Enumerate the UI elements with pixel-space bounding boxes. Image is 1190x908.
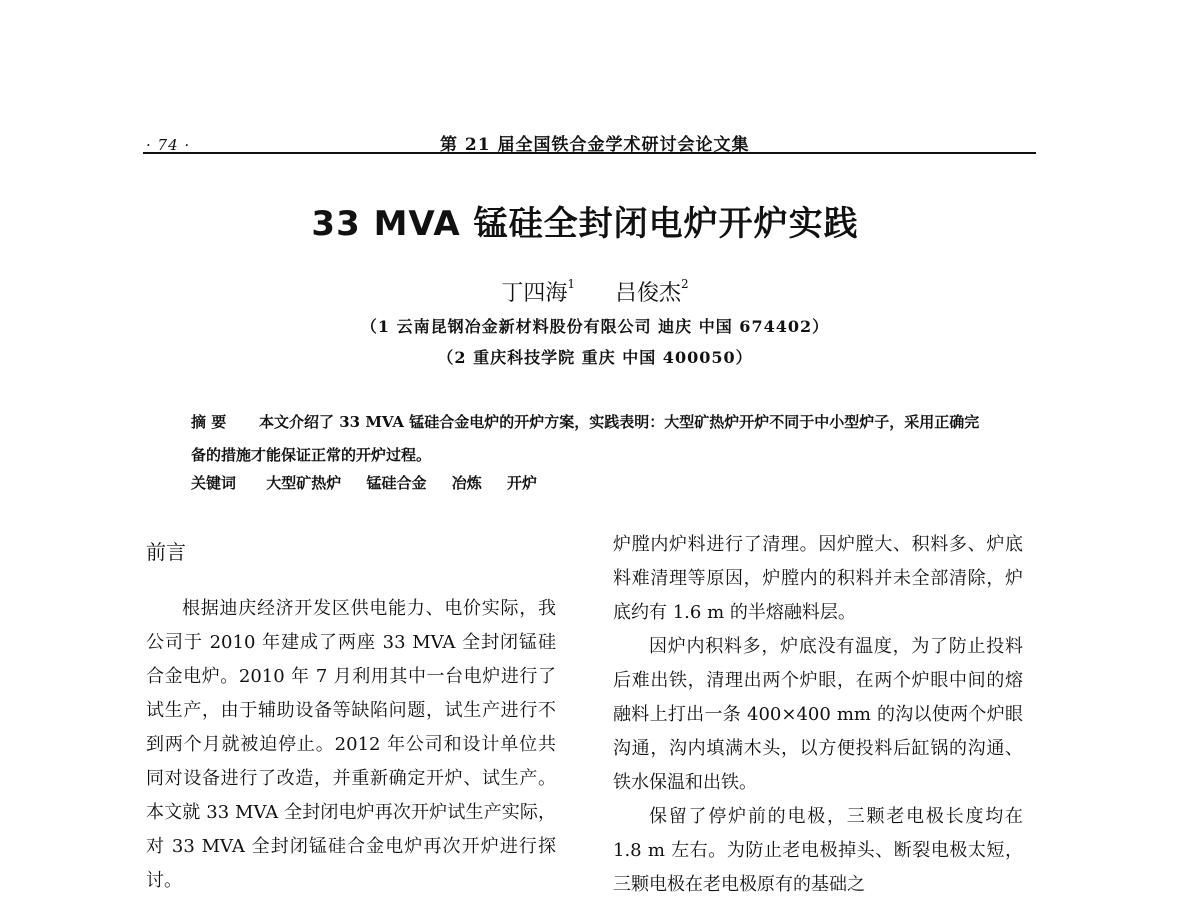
journal-title: 第 21 届全国铁合金学术研讨会论文集 — [440, 135, 750, 155]
left-column — [146, 592, 556, 898]
keyword: 锰硅合金 — [366, 474, 427, 492]
author-2-mark: 2 — [681, 276, 689, 291]
author-2: 吕俊杰 — [615, 281, 682, 306]
author-1-mark: 1 — [567, 276, 575, 291]
abstract-text: 本文介绍了 33 MVA 锰硅合金电炉的开炉方案，实践表明：大型矿热炉开炉不同于中小型炉子，采用正确完备的措施才能保证正常的开炉过程。 — [191, 413, 980, 464]
keyword: 大型矿热炉 — [266, 474, 342, 492]
body-paragraph: 根据迪庆经济开发区供电能力、电价实际，我公司于 2010 年建成了两座 33 MVA 全封闭锰硅合金电炉。2010 年 7 月利用其中一台电炉进行了试生产，由于辅助设备等缺陷问题，试生产进行不到两个月就被迫停止。2012 年公司和设计单位共同对设备进行了改造，并重新确定开炉、试生产。本文就 33 MVA 全封闭电炉再次开炉试生产实际，对 33 MVA 全封闭锰硅合金电炉再次开炉进行探讨。 — [146, 598, 556, 891]
abstract — [191, 406, 991, 472]
abstract-label: 摘 要 — [191, 413, 227, 431]
affiliation-2: （2 重庆科技学院 重庆 中国 400050） — [437, 348, 753, 367]
section-heading: 前言 — [146, 540, 186, 564]
affiliation-1: （1 云南昆钢冶金新材料股份有限公司 迪庆 中国 674402） — [360, 317, 830, 336]
paper-title: 33 MVA 锰硅全封闭电炉开炉实践 — [311, 204, 859, 244]
author-line — [0, 276, 1190, 307]
body-paragraph: 保留了停炉前的电极，三颗老电极长度均在 1.8 m 左右。为防止老电极掉头、断裂电极太短，三颗电极在老电极原有的基础之 — [613, 806, 1023, 895]
keyword: 开炉 — [506, 474, 537, 492]
keywords-label: 关键词 — [191, 474, 237, 492]
header-rule — [143, 152, 1036, 154]
body-paragraph: 炉膛内炉料进行了清理。因炉膛大、积料多、炉底料难清理等原因，炉膛内的积料并未全部清除，炉底约有 1.6 m 的半熔融料层。 — [613, 534, 1023, 623]
keyword: 冶炼 — [451, 474, 482, 492]
keywords — [191, 472, 557, 493]
body-paragraph: 因炉内积料多，炉底没有温度，为了防止投料后难出铁，清理出两个炉眼，在两个炉眼中间的熔融料上打出一条 400×400 mm 的沟以使两个炉眼沟通，沟内填满木头，以方便投料后缸锅的沟通、铁水保温和出铁。 — [613, 636, 1023, 793]
right-column — [613, 528, 1023, 902]
author-1: 丁四海 — [501, 281, 568, 306]
page-number: · 74 · — [146, 136, 191, 154]
